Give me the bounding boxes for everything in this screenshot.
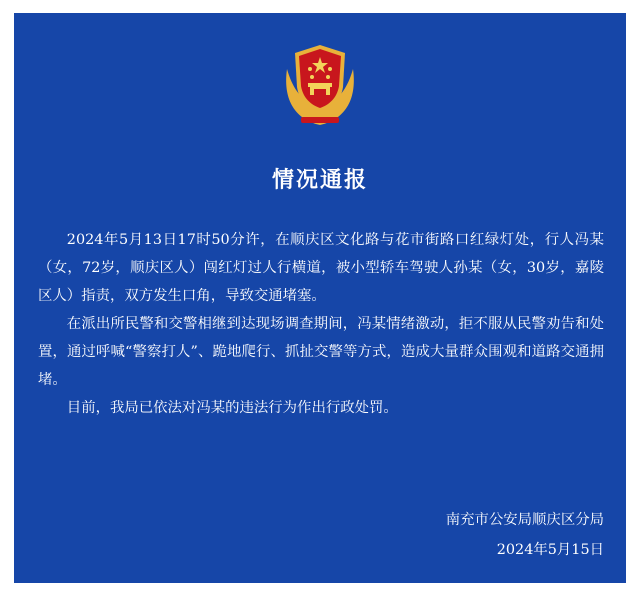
signature-org: 南充市公安局顺庆区分局 — [445, 512, 604, 528]
notice-body — [38, 226, 604, 422]
paragraph-investigation: 在派出所民警和交警相继到达现场调查期间，冯某情绪激动，拒不服从民警劝告和处置，通过呼喊“警察打人”、跪地爬行、抓扯交警等方式，造成大量群众围观和道路交通拥堵。 — [38, 316, 604, 388]
paragraph-incident: 2024年5月13日17时50分许，在顺庆区文化路与花市街路口红绿灯处，行人冯某（女，72岁，顺庆区人）闯红灯过人行横道，被小型轿车驾驶人孙某（女，30岁，嘉陵区人）指责，双方发生口角，导致交通堵塞。 — [38, 232, 604, 304]
police-emblem-icon — [279, 39, 361, 129]
paragraph-result: 目前，我局已依法对冯某的违法行为作出行政处罚。 — [66, 400, 398, 416]
notice-panel — [14, 13, 626, 583]
signature-date: 2024年5月15日 — [496, 542, 604, 558]
notice-title: 情况通报 — [271, 168, 368, 193]
